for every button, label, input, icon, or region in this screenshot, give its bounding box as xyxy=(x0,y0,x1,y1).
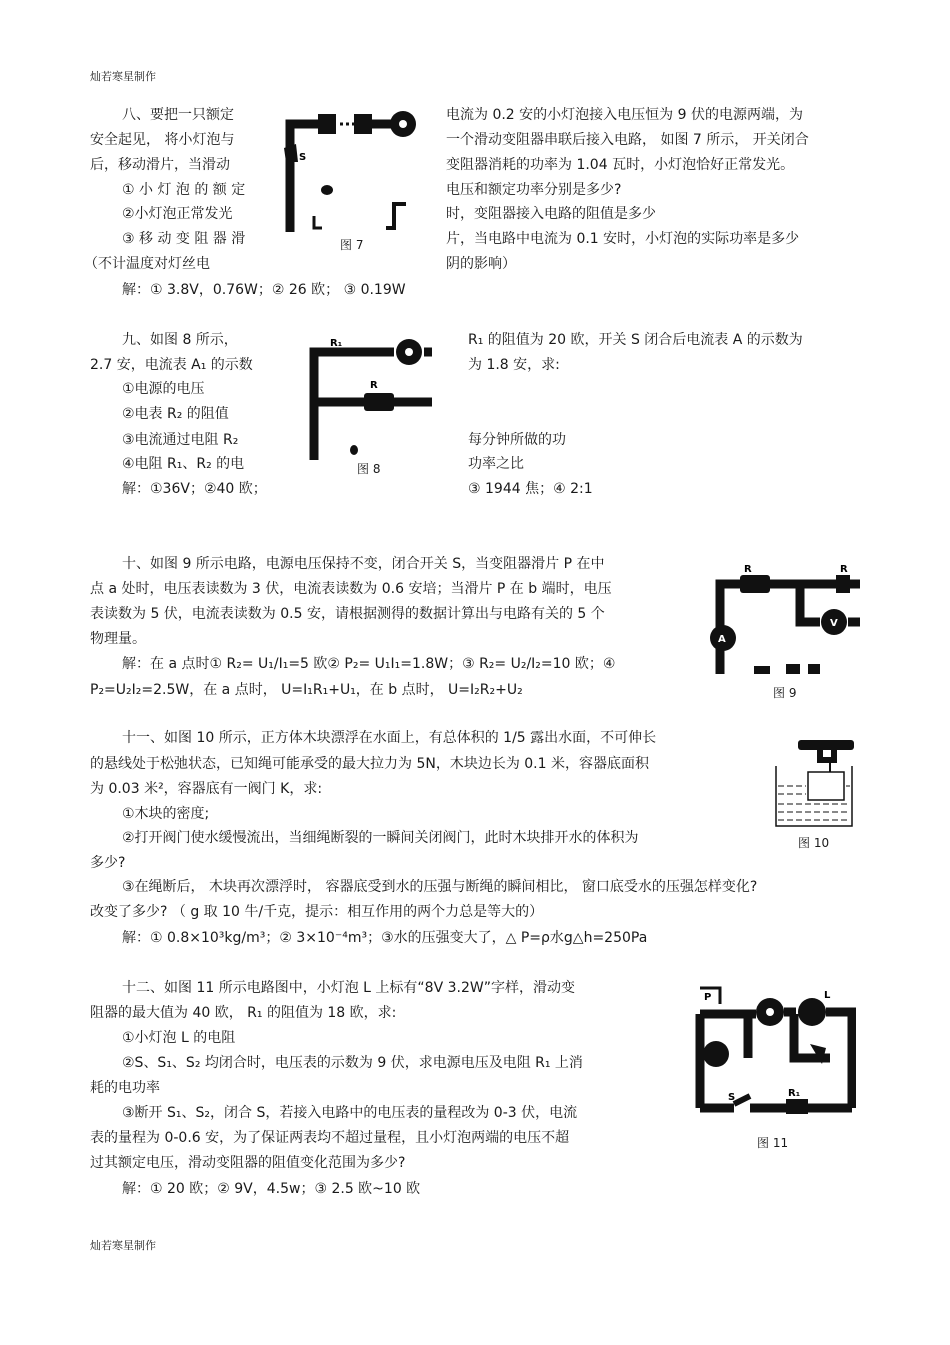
figure-9-label-r1: R xyxy=(744,564,752,575)
wood-block xyxy=(808,772,844,800)
page-footer: 灿若寒星制作 xyxy=(90,1239,156,1252)
q8-line7-left: （不计温度对灯丝电 xyxy=(84,256,210,272)
figure-8-label-r1: R₁ xyxy=(330,338,343,349)
figure-9-label-a: A xyxy=(718,634,726,645)
q8-line4-left: ① 小 灯 泡 的 额 定 xyxy=(122,182,246,198)
q9-answer-left: 解：①36V；②40 欧； xyxy=(122,481,267,497)
figure-7-circuit xyxy=(282,104,422,232)
figure-9-caption: 图 9 xyxy=(773,686,797,700)
q9-line5-left: ③电流通过电阻 R₂ xyxy=(122,432,239,448)
q11-line8: 改变了多少? （ g 取 10 牛/千克，提示：相互作用的两个力总是等大的） xyxy=(90,904,544,920)
q11-line7: ③在绳断后， 木块再次漂浮时， 容器底受到水的压强与断绳的瞬间相比， 窗口底受水的压强怎样变化? xyxy=(122,879,758,895)
resistor-icon xyxy=(354,114,372,134)
q9-line6-right: 功率之比 xyxy=(468,456,524,472)
q11-line2: 的悬线处于松弛状态，已知绳可能承受的最大拉力为 5N，木块边长为 0.1 米，容器底面积 xyxy=(90,756,649,772)
q8-answer: 解：① 3.8V，0.76W；② 26 欧； ③ 0.19W xyxy=(122,282,406,298)
q8-line1-right: 电流为 0.2 安的小灯泡接入电压恒为 9 伏的电源两端，为 xyxy=(446,107,803,123)
resistor-icon xyxy=(740,575,770,593)
q9-answer-right: ③ 1944 焦；④ 2:1 xyxy=(468,481,593,497)
q12-line8: 过其额定电压，滑动变阻器的阻值变化范围为多少? xyxy=(90,1155,406,1171)
lamp-icon xyxy=(798,998,826,1026)
q12-answer: 解：① 20 欧；② 9V，4.5w；③ 2.5 欧~10 欧 xyxy=(122,1181,421,1197)
figure-11-label-s: S xyxy=(728,1092,736,1103)
figure-11-label-p: P xyxy=(704,992,712,1003)
figure-8-circuit xyxy=(306,334,434,460)
q12-line3: ①小灯泡 L 的电阻 xyxy=(122,1030,236,1046)
figure-11-circuit xyxy=(690,984,856,1114)
resistor-icon xyxy=(836,575,850,593)
q12-line1: 十二、如图 11 所示电路图中，小灯泡 L 上标有“8V 3.2W”字样，滑动变 xyxy=(122,980,575,996)
q8-line7-right: 阴的影响） xyxy=(446,256,516,272)
q8-line4-right: 电压和额定功率分别是多少? xyxy=(446,182,622,198)
q9-line3: ①电源的电压 xyxy=(122,381,205,397)
voltmeter-icon xyxy=(703,1041,729,1067)
q9-line1-left: 九、如图 8 所示， xyxy=(122,332,238,348)
q11-answer: 解：① 0.8×10³kg/m³；② 3×10⁻⁴m³；③水的压强变大了，△ P=ρ水g△h=250Pa xyxy=(122,930,648,946)
q8-line2-left: 安全起见， 将小灯泡与 xyxy=(90,132,235,148)
q9-line4: ②电表 R₂ 的阻值 xyxy=(122,406,229,422)
figure-11-label-r1: R₁ xyxy=(788,1088,801,1099)
figure-9-circuit xyxy=(710,562,860,674)
q11-line3: 为 0.03 米²，容器底有一阀门 K，求: xyxy=(90,781,323,797)
figure-7-caption: 图 7 xyxy=(340,238,364,252)
q8-line1-left: 八、要把一只额定 xyxy=(122,107,234,123)
q9-line6-left: ④电阻 R₁、R₂ 的电 xyxy=(122,456,245,472)
figure-8-label-r2: R xyxy=(370,380,378,391)
figure-11-caption: 图 11 xyxy=(757,1136,789,1150)
q10-line3: 表读数为 5 伏，电流表读数为 0.5 安，请根据测得的数据计算出与电路有关的 5 个 xyxy=(90,606,605,622)
q9-line5-right: 每分钟所做的功 xyxy=(468,432,566,448)
q10-line2: 点 a 处时，电压表读数为 3 伏，电流表读数为 0.6 安培；当滑片 P 在 b 端时，电压 xyxy=(90,581,612,597)
q10-answer-line1: 解：在 a 点时① R₂= U₁/I₁=5 欧② P₂= U₁I₁=1.8W；③ R₂= U₂/I₂=10 欧；④ xyxy=(122,656,616,672)
figure-10-caption: 图 10 xyxy=(798,836,830,850)
resistor-icon xyxy=(786,1099,808,1114)
figure-11-label-l: L xyxy=(824,990,831,1001)
resistor-icon xyxy=(364,393,394,411)
q12-line5: 耗的电功率 xyxy=(90,1080,160,1096)
switch-icon xyxy=(318,114,336,134)
q11-line4: ①木块的密度; xyxy=(122,806,210,822)
q9-line2-right: 为 1.8 安，求: xyxy=(468,357,560,373)
figure-9-label-r2: R xyxy=(840,564,848,575)
q8-line5-right: 时，变阻器接入电路的阻值是多少 xyxy=(446,206,656,222)
q8-line5-left: ②小灯泡正常发光 xyxy=(122,206,233,222)
q8-line6-left: ③ 移 动 变 阻 器 滑 xyxy=(122,231,246,247)
q8-line3-right: 变阻器消耗的功率为 1.04 瓦时，小灯泡恰好正常发光。 xyxy=(446,157,795,173)
q10-line1: 十、如图 9 所示电路，电源电压保持不变，闭合开关 S，当变阻器滑片 P 在中 xyxy=(122,556,605,572)
q10-answer-line2: P₂=U₂I₂=2.5W，在 a 点时， U=I₁R₁+U₁，在 b 点时， U=I₂R₂+U₂ xyxy=(90,682,523,698)
q8-line3-left: 后，移动滑片，当滑动 xyxy=(90,157,230,173)
q12-line2: 阻器的最大值为 40 欧， R₁ 的阻值为 18 欧，求: xyxy=(90,1005,397,1021)
figure-9-label-v: V xyxy=(830,618,838,629)
q11-line5: ②打开阀门使水缓慢流出，当细绳断裂的一瞬间关闭阀门，此时木块排开水的体积为 xyxy=(122,830,639,846)
q8-line6-right: 片，当电路中电流为 0.1 安时，小灯泡的实际功率是多少 xyxy=(446,231,800,247)
q12-line6: ③断开 S₁、S₂，闭合 S，若接入电路中的电压表的量程改为 0-3 伏，电流 xyxy=(122,1105,578,1121)
q10-line4: 物理量。 xyxy=(90,631,146,647)
page-header: 灿若寒星制作 xyxy=(90,70,156,83)
figure-7-label: S xyxy=(299,152,307,163)
figure-10-container xyxy=(774,736,854,828)
q11-line1: 十一、如图 10 所示，正方体木块漂浮在水面上，有总体积的 1/5 露出水面，不可伸长 xyxy=(122,730,657,746)
q9-line1-right: R₁ 的阻值为 20 欧，开关 S 闭合后电流表 A 的示数为 xyxy=(468,332,803,348)
figure-8-caption: 图 8 xyxy=(357,462,381,476)
q8-line2-right: 一个滑动变阻器串联后接入电路， 如图 7 所示， 开关闭合 xyxy=(446,132,809,148)
q12-line4: ②S、S₁、S₂ 均闭合时，电压表的示数为 9 伏，求电源电压及电阻 R₁ 上消 xyxy=(122,1055,583,1071)
q11-line6: 多少? xyxy=(90,855,126,871)
q12-line7: 表的量程为 0-0.6 安，为了保证两表均不超过量程，且小灯泡两端的电压不超 xyxy=(90,1130,570,1146)
q9-line2-left: 2.7 安，电流表 A₁ 的示数 xyxy=(90,357,253,373)
